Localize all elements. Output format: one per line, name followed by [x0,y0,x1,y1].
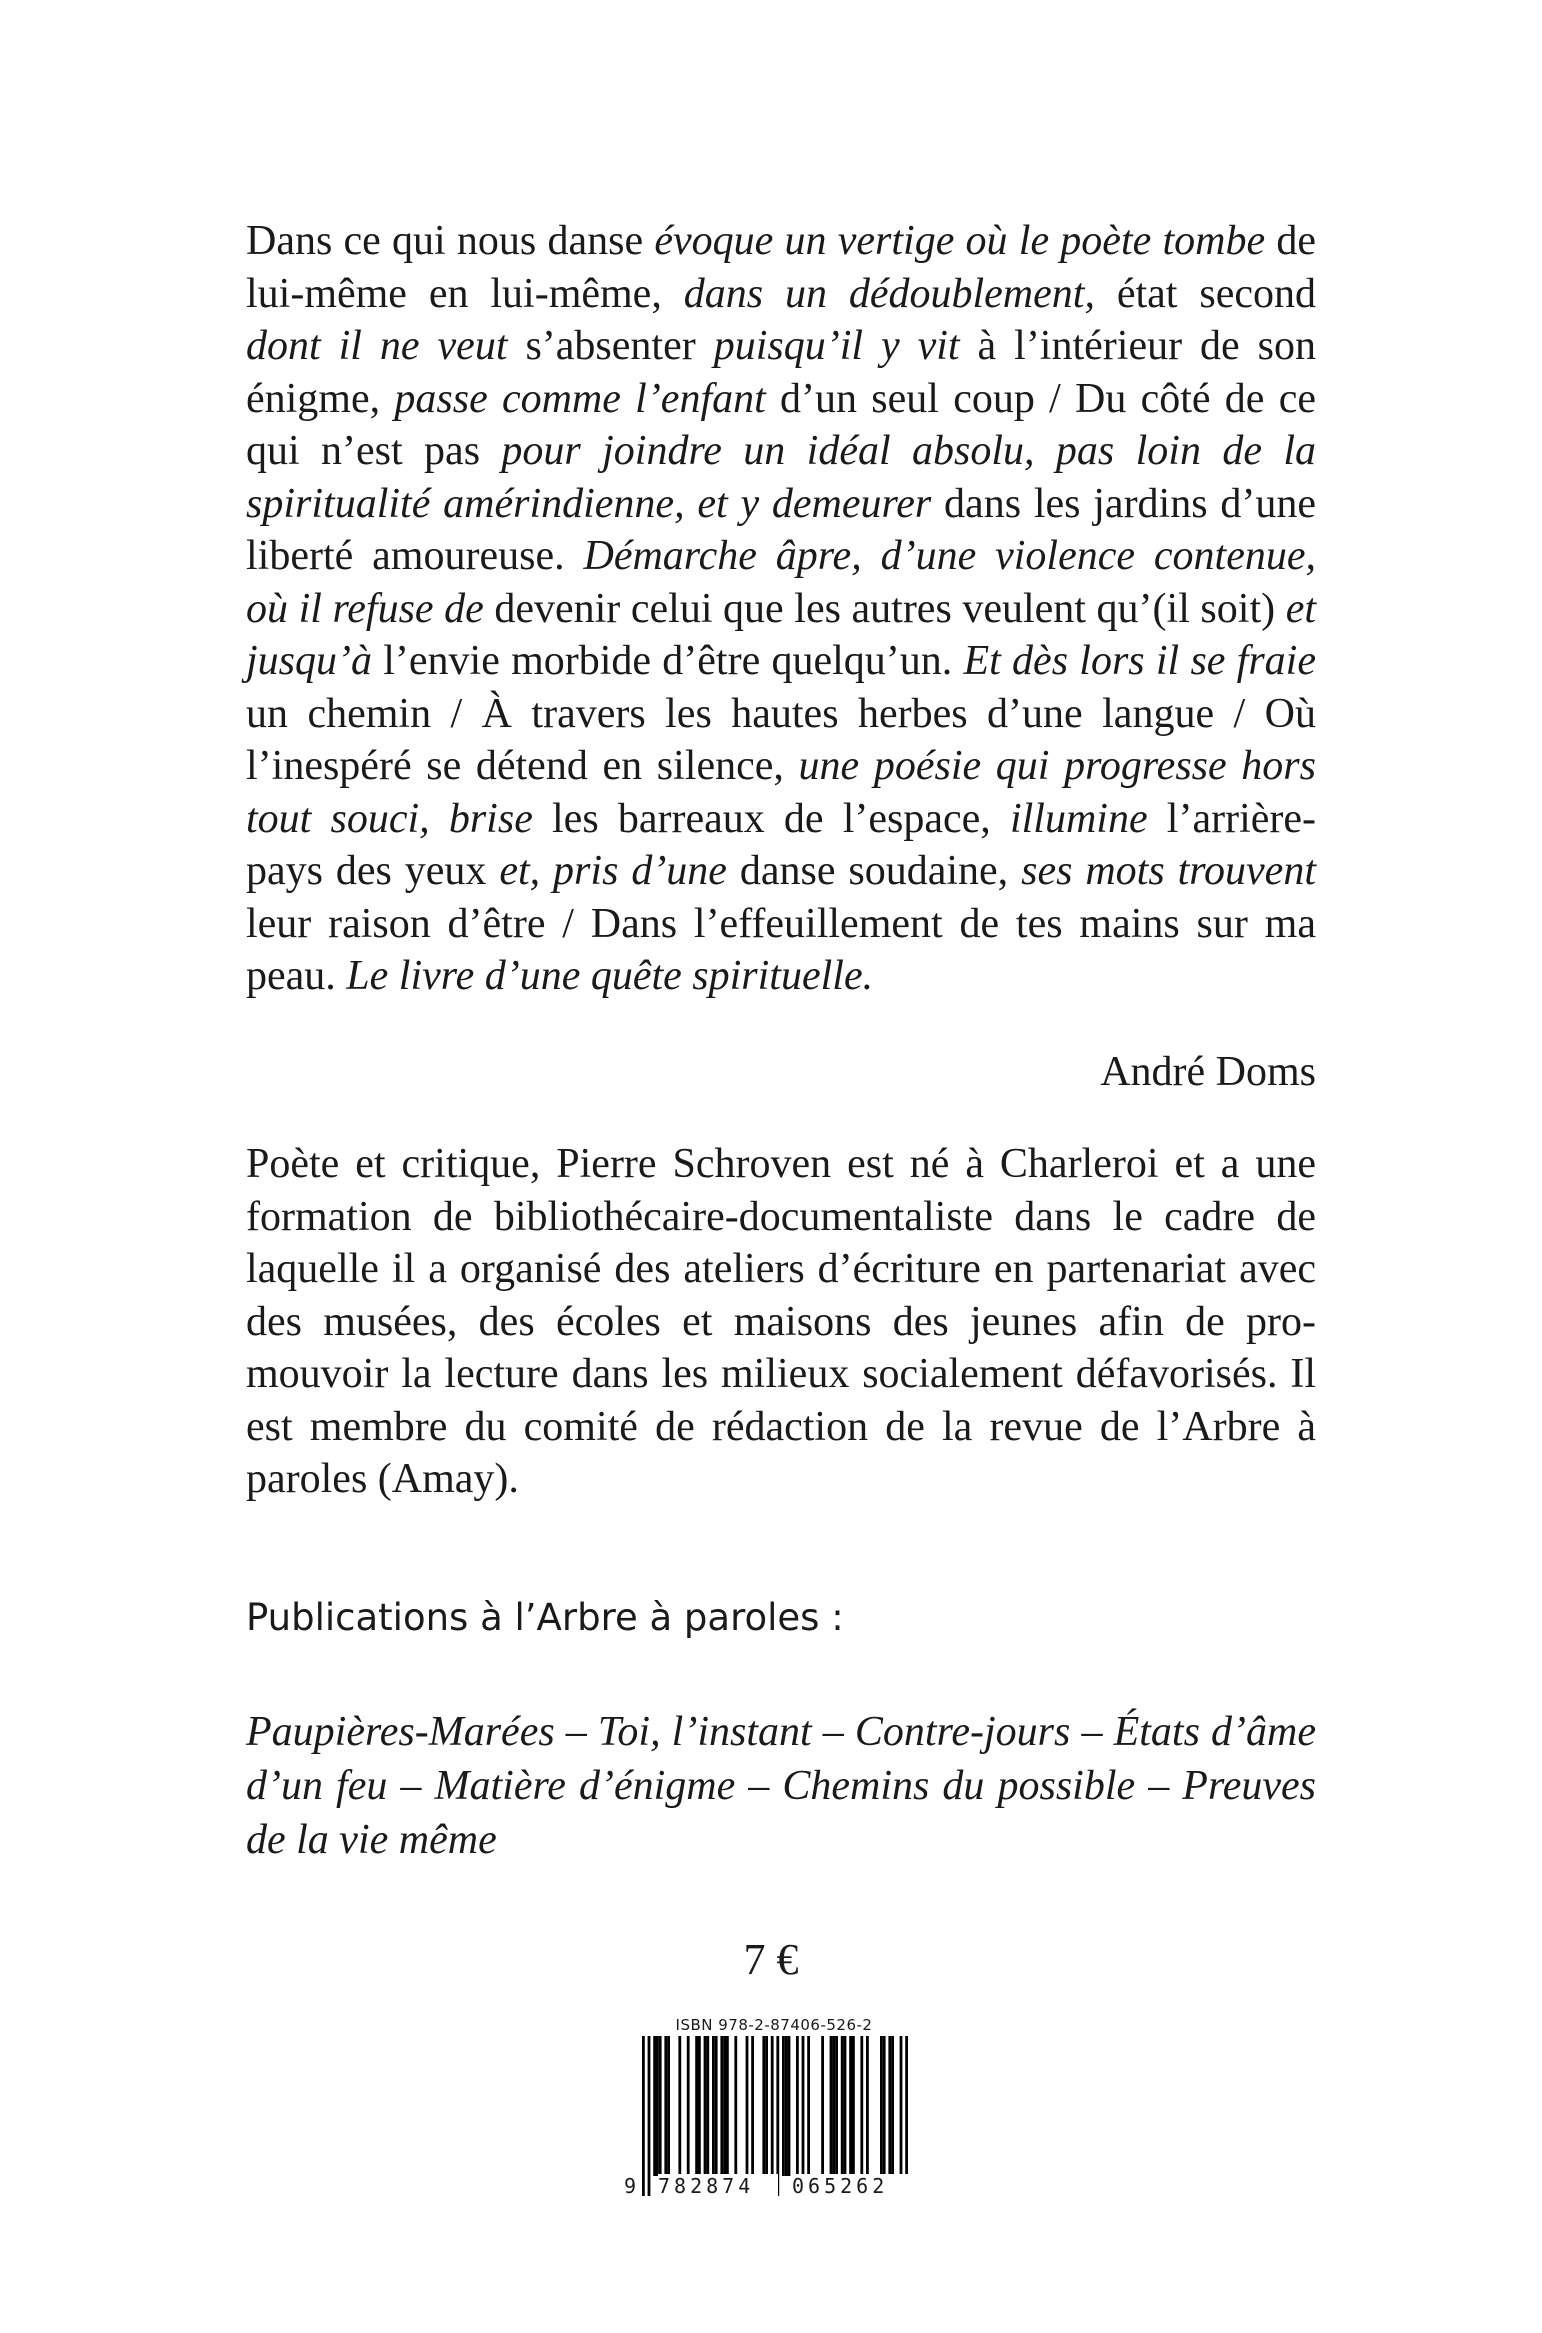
barcode-bar [723,2036,726,2176]
barcode-bar [785,2036,788,2176]
blurb-italic-run: Et dès lors il se fraie [963,638,1316,684]
barcode-bar [782,2036,785,2176]
barcode-bar [726,2036,729,2176]
barcode-bar [852,2036,855,2176]
blurb-text-run: l’envie morbide d’être quelqu’un. [372,638,964,684]
author-biography: Poète et critique, Pierre Schroven est né à Charleroi et a une formation de bibliothécaire-documentaliste dans le cadre de laquelle il a organisé des ateliers d’écriture en partenariat avec des musées, des écoles et maisons des jeunes afin de pro-mouvoir la lecture dans les milieux socialement défavorisés. Il est membre du comité de rédaction de la revue de l’Arbre à paroles (Amay). [246,1141,1316,1502]
barcode-bar [664,2036,667,2176]
blurb-italic-run: et, pris d’une [499,848,727,894]
barcode-bar [762,2036,765,2176]
blurb-text-run: les barreaux de l’espace, [532,795,1010,842]
barcode-bar [746,2036,749,2176]
blurb-italic-run: dans un dédoublement, [683,270,1095,317]
barcode-bar [880,2036,883,2176]
barcode-bar [796,2036,799,2176]
blurb-text-run: leur raison d’être / Dans l’effeuillement de tes mains sur ma peau. [246,900,1316,999]
barcode-bar [860,2036,863,2176]
barcode-bar [821,2036,824,2176]
barcode-bar [888,2036,891,2176]
barcode-bar [706,2036,709,2176]
barcode-bar [765,2036,768,2176]
publications-list: Paupières-Marées – Toi, l’instant – Contre-jours – États d’âme d’un feu – Matière d’énigme – Chemins du possible – Preuves de la vie même [246,1709,1316,1863]
barcode-bar [849,2036,852,2176]
barcode-bar [841,2036,844,2176]
blurb-text-run: Dans ce qui nous danse [246,218,655,264]
blurb-italic-run: une poésie qui progresse hors tout souci, brise [246,743,1316,842]
price-label: 7 € [743,1935,799,1984]
blurb-text-run: d’un seul coup / Du côté de ce qui n’est pas [246,375,1316,474]
barcode-bar [720,2036,723,2176]
barcode-bar [659,2036,662,2176]
barcode-bar [653,2036,656,2176]
barcode-bar [698,2036,701,2176]
barcode-bar [695,2036,698,2176]
blurb-text-run: état second [1094,270,1316,317]
barcode-digits [624,2174,924,2198]
barcode-bar [648,2036,651,2196]
blurb-text-run: l’arrière-pays des yeux [246,795,1316,894]
barcode-bar [678,2036,681,2176]
blurb-italic-run: passe comme l’enfant [394,375,766,422]
blurb-italic-run: pour joindre un idéal absolu, pas loin de la spiritualité amérindienne, et y demeurer [246,428,1316,527]
barcode-bar [642,2036,645,2196]
barcode-digit-first: 9 [624,2174,637,2198]
barcode-digits-right: 065262 [792,2174,912,2198]
barcode-bar [656,2036,659,2176]
barcode-bar [712,2036,715,2176]
isbn-barcode [624,2018,924,2220]
barcode-bar [891,2036,894,2176]
blurb-italic-run: ses mots trouvent [1021,848,1316,894]
barcode-bar [883,2036,886,2176]
blurb-text-run: de lui-même en lui-même, [246,218,1316,317]
blurb-text-run: dans les jardins d’une liberté amoureuse. [246,480,1316,579]
blurb-italic-run: Démarche âpre, d’une violence contenue, où il refuse de [246,533,1316,632]
barcode-bar [830,2036,833,2176]
barcode-bar [715,2036,718,2176]
blurb-italic-run: évoque un vertige où le poète tombe [654,218,1266,264]
barcode-digits-left: 782874 [658,2174,778,2198]
blurb-italic-run: et jusqu’à [246,585,1316,684]
back-cover-blurb [246,215,1316,1003]
publications-heading: Publications à l’Arbre à paroles : [246,1596,844,1639]
isbn-label: ISBN 978-2-87406-526-2 [675,2016,873,2034]
barcode-bar [667,2036,670,2176]
barcode-bar [866,2036,869,2176]
blurb-text-run: devenir celui que les autres veulent qu’(il soit) [483,585,1286,632]
blurb-italic-run: puisqu’il y vit [713,323,960,369]
barcode-bar [844,2036,847,2176]
blurb-italic-run: illumine [1009,795,1148,842]
blurb-italic-run: dont il ne veut [246,323,508,369]
barcode-bar [807,2036,810,2176]
barcode-bar [900,2036,903,2196]
blurb-text-run: danse soudaine, [726,848,1022,894]
barcode-bar [835,2036,838,2176]
barcode-bar [905,2036,908,2196]
blurb-text-run: à l’intérieur de son énigme, [246,323,1316,422]
barcode-bar [832,2036,835,2176]
barcode-bar [776,2036,779,2196]
blurb-text-run: s’absenter [507,323,714,369]
barcode-bar [687,2036,690,2176]
barcode-bar [734,2036,737,2176]
barcode-bar [802,2036,805,2176]
barcode-bar [751,2036,754,2176]
barcode-bar [771,2036,774,2196]
blurb-italic-run: Le livre d’une quête spirituelle. [346,953,874,999]
barcode-bar [788,2036,791,2176]
barcode-bar [704,2036,707,2176]
blurb-text-run: un chemin / À travers les hautes herbes d’une langue / Où l’inespéré se détend en silence, [246,690,1316,789]
blurb-signature: André Doms [1100,1049,1316,1095]
